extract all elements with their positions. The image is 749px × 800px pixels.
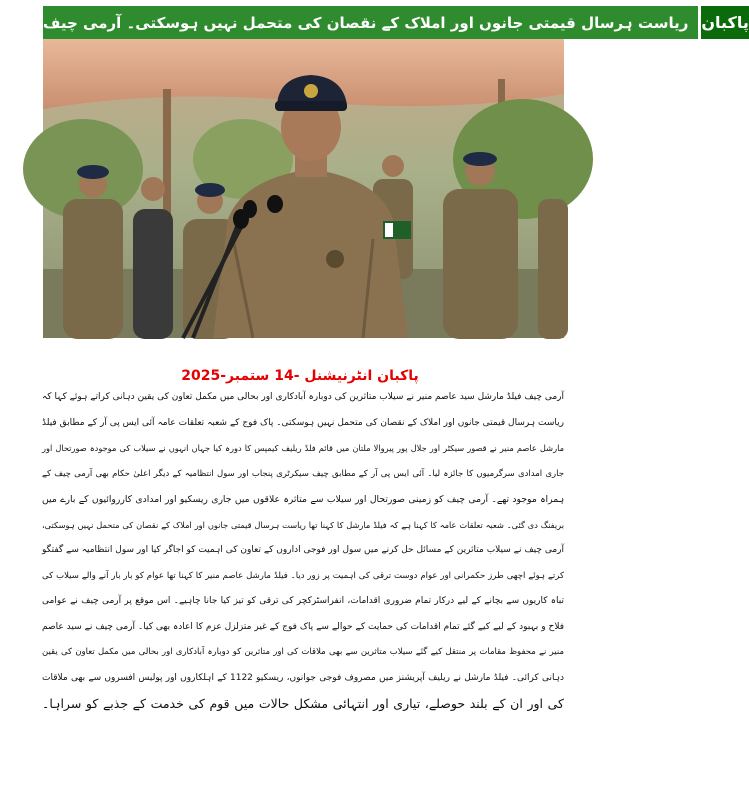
article-line: فلاح و بہبود کے لیے کیے گئے تمام اقدامات کی حمایت کے حوالے سے پاک فوج کے غیر متزلزل عزم کا اعادہ بھی کیا۔ آرمی چیف نے سید عاصم: [42, 621, 564, 632]
article-line: آرمی چیف فیلڈ مارشل سید عاصم منیر نے سیلاب متاثرین کی دوبارہ آبادکاری اور بحالی میں مکمل تعاون کی یقین دہانی کراتے ہوئے کہا کہ: [42, 392, 564, 402]
article-line: جاری امدادی سرگرمیوں کا جائزہ لیا۔ آئی ایس پی آر کے مطابق چیف سیکرٹری پنجاب اور سول انتظامیہ کے دیگر اعلیٰ حکام بھی آرمی چیف کے: [42, 468, 564, 479]
article-line: ریاست ہرسال قیمتی جانوں اور املاک کے نقصان کی متحمل نہیں ہوسکتی۔ پاک فوج کے شعبہ تعلقات عامہ آئی ایس پی آر کے مطابق فیلڈ: [42, 417, 564, 428]
article-line: ہمراہ موجود تھے۔ آرمی چیف کو زمینی صورتحال اور سیلاب سے متاثرہ علاقوں میں جاری ریسکیو اور امدادی کارروائیوں کے بارے میں: [42, 494, 564, 505]
header-banner: [43, 6, 749, 39]
article-line: منیر نے محفوظ مقامات پر منتقل کیے گئے سیلاب متاثرین سے بھی ملاقات کی اور متاثرین کو دوبارہ آبادکاری اور بحالی میں مکمل تعاون کی یقین: [42, 647, 564, 657]
brand-logo: پاکبان: [698, 6, 749, 39]
article-line: کی اور ان کے بلند حوصلے، تیاری اور انتہائی مشکل حالات میں قوم کی خدمت کے جذبے کو سراہا۔: [42, 696, 564, 711]
article-line: تباہ کاریوں سے بچانے کے لیے درکار تمام ضروری اقدامات، انفراسٹرکچر کی ترقی کو تیز کیا جانا چاہیے۔ اس موقع پر آرمی چیف نے عوامی: [42, 596, 564, 606]
article-body: [42, 385, 564, 790]
headline: ریاست ہرسال قیمتی جانوں اور املاک کے نقصان کی متحمل نہیں ہوسکتی۔ آرمی چیف: [43, 6, 698, 39]
article-line: آرمی چیف نے سیلاب متاثرین کے مسائل حل کرنے میں سول اور فوجی اداروں کے تعاون کی اہمیت کو اجاگر کیا اور سول انتظامیہ سے گفتگو: [42, 545, 564, 555]
article-line: دہانی کرائی۔ فیلڈ مارشل نے ریلیف آپریشنز میں مصروف فوجی جوانوں، ریسکیو 1122 کے اہلکاروں اور پولیس افسروں سے بھی ملاقات: [42, 672, 564, 683]
article-line: مارشل عاصم منیر نے قصور سیکٹر اور جلال پور پیروالا ملتان میں قائم فلڈ ریلیف کیمپس کا دورہ کیا جہاں انہوں نے سیلاب کی موجودہ صورتحال اور: [42, 443, 564, 453]
article-line: کرتے ہوئے اچھی طرز حکمرانی اور عوام دوست ترقی کی اہمیت پر زور دیا۔ فیلڈ مارشل عاصم منیر کا کہنا تھا عوام کو بار بار آنے والے سیلاب کی: [42, 570, 564, 581]
article-line: بریفنگ دی گئی۔ شعبہ تعلقات عامہ کا کہنا ہے کہ فیلڈ مارشل کا کہنا تھا ریاست ہرسال قیمتی جانوں اور املاک کے نقصان کی متحمل نہیں ہوسکتی،: [42, 519, 564, 530]
byline: پاکبان انٹرنیشنل -14 ستمبر-2025: [181, 368, 419, 384]
news-photo: [43, 39, 564, 338]
